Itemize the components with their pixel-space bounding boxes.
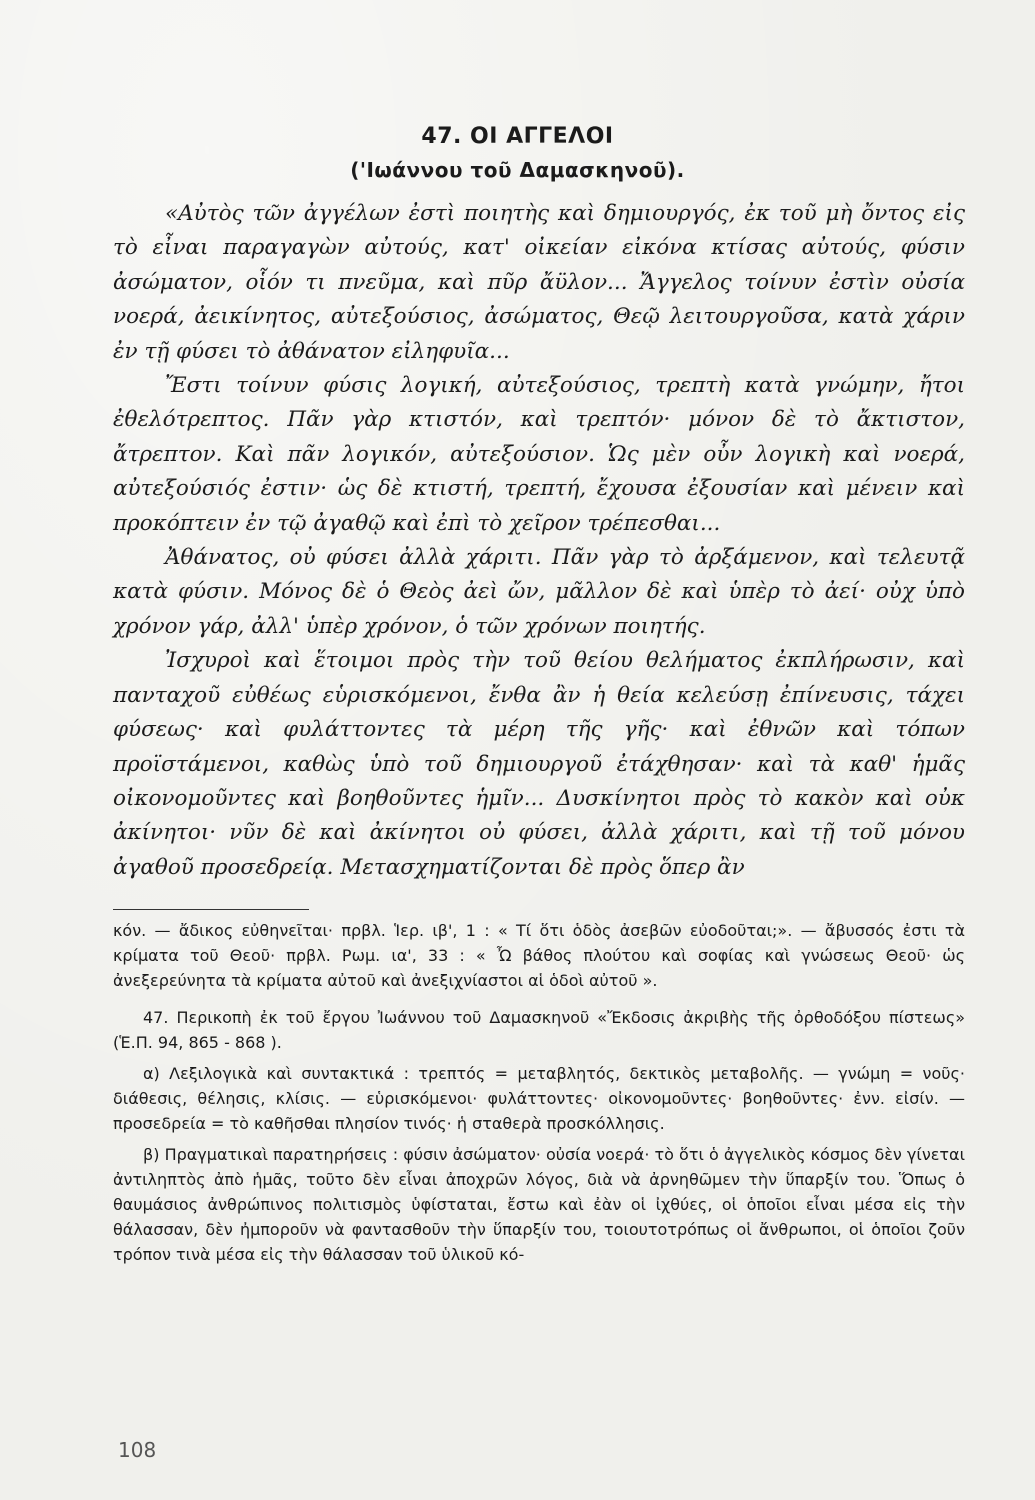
- main-text: [113, 197, 965, 885]
- page-number: 108: [118, 1438, 157, 1462]
- footnotes: [113, 918, 965, 1267]
- main-paragraph: Ἀθάνατος, οὐ φύσει ἀλλὰ χάριτι. Πᾶν γὰρ τὸ ἀρξάμενον, καὶ τελευτᾷ κατὰ φύσιν. Μόνος δὲ ὁ Θεὸς ἀεὶ ὤν, μᾶλλον δὲ καὶ ὑπὲρ τὸ ἀεί· οὐχ ὑπὸ χρόνον γάρ, ἀλλ' ὑπὲρ χρόνον, ὁ τῶν χρόνων ποιητής.: [113, 545, 965, 639]
- note-lexical: α) Λεξιλογικὰ καὶ συντακτικά : τρεπτός = μεταβλητός, δεκτικὸς μεταβολῆς. — γνώμη = νοῦς· διάθεσις, θέλησις, κλίσις. — εὑρισκόμενοι· φυλάττοντες· οἰκονομοῦντες· βοηθοῦντες· ἐνν. εἰσίν. — προσεδρεία = τὸ καθῆσθαι πλησίον τινός· ἡ σταθερὰ προσκόλλησις.: [113, 1064, 965, 1133]
- note-previous: κόν. — ἄδικος εὐθηνεῖται· πρβλ. Ἱερ. ιβ', 1 : « Τί ὅτι ὁδὸς ἀσεβῶν εὐοδοῦται;». — ἄβυσσός ἐστι τὰ κρίματα τοῦ Θεοῦ· πρβλ. Ρωμ. ια', 33 : « Ὦ βάθος πλούτου καὶ σοφίας καὶ γνώσεως Θεοῦ· ὡς ἀνεξερεύνητα τὰ κρίματα αὐτοῦ καὶ ἀνεξιχνίαστοι αἱ ὁδοὶ αὐτοῦ ».: [113, 921, 965, 990]
- note-factual: β) Πραγματικαὶ παρατηρήσεις : φύσιν ἀσώματον· οὐσία νοερά· τὸ ὅτι ὁ ἀγγελικὸς κόσμος δὲν γίνεται ἀντιληπτὸς ἀπὸ ἡμᾶς, τοῦτο δὲν εἶναι ἀποχρῶν λόγος, διὰ νὰ ἀρνηθῶμεν τὴν ὕπαρξίν του. Ὅπως ὁ θαυμάσιος ἀνθρώπινος πολιτισμὸς ὑφίσταται, ἔστω καὶ ἐὰν οἱ ἰχθύες, οἱ ὁποῖοι εἶναι μέσα εἰς τὴν θάλασσαν, δὲν ἠμποροῦν νὰ φαντασθοῦν τὴν ὕπαρξίν του, τοιουτοτρόπως οἱ ἄνθρωποι, οἱ ὁποῖοι ζοῦν τρόπον τινὰ μέσα εἰς τὴν θάλασσαν τοῦ ὑλικοῦ κό-: [113, 1145, 965, 1264]
- footnote-divider: [113, 909, 309, 910]
- chapter-subtitle: ('Ιωάννου τοῦ Δαμασκηνοῦ).: [350, 158, 685, 182]
- main-paragraph: Ἰσχυροὶ καὶ ἕτοιμοι πρὸς τὴν τοῦ θείου θελήματος ἐκπλήρωσιν, καὶ πανταχοῦ εὐθέως εὑρισκόμενοι, ἔνθα ἂν ἡ θεία κελεύσῃ ἐπίνευσις, τάχει φύσεως· καὶ φυλάττοντες τὰ μέρη τῆς γῆς· καὶ ἐθνῶν καὶ τόπων προϊστάμενοι, καθὼς ὑπὸ τοῦ δημιουργοῦ ἐτάχθησαν· καὶ τὰ καθ' ἡμᾶς οἰκονομοῦντες καὶ βοηθοῦντες ἡμῖν... Δυσκίνητοι πρὸς τὸ κακὸν καὶ οὐκ ἀκίνητοι· νῦν δὲ καὶ ἀκίνητοι οὐ φύσει, ἀλλὰ χάριτι, καὶ τῇ τοῦ μόνου ἀγαθοῦ προσεδρείᾳ. Μετασχηματίζονται δὲ πρὸς ὅπερ ἂν: [113, 648, 965, 880]
- chapter-title: 47. ΟΙ ΑΓΓΕΛΟΙ: [421, 124, 614, 149]
- main-paragraph: Ἔστι τοίνυν φύσις λογική, αὐτεξούσιος, τρεπτὴ κατὰ γνώμην, ἤτοι ἐθελότρεπτος. Πᾶν γὰρ κτιστόν, καὶ τρεπτόν· μόνον δὲ τὸ ἄκτιστον, ἄτρεπτον. Καὶ πᾶν λογικόν, αὐτεξούσιον. Ὡς μὲν οὖν λογικὴ καὶ νοερά, αὐτεξούσιός ἐστιν· ὡς δὲ κτιστή, τρεπτή, ἔχουσα ἐξουσίαν καὶ μένειν καὶ προκόπτειν ἐν τῷ ἀγαθῷ καὶ ἐπὶ τὸ χεῖρον τρέπεσθαι...: [113, 373, 965, 536]
- main-paragraph: «Αὐτὸς τῶν ἀγγέλων ἐστὶ ποιητὴς καὶ δημιουργός, ἐκ τοῦ μὴ ὄντος εἰς τὸ εἶναι παραγαγὼν αὐτούς, κατ' οἰκείαν εἰκόνα κτίσας αὐτούς, φύσιν ἀσώματον, οἷόν τι πνεῦμα, καὶ πῦρ ἄϋλον... Ἄγγελος τοίνυν ἐστὶν οὐσία νοερά, ἀεικίνητος, αὐτεξούσιος, ἀσώματος, Θεῷ λειτουργοῦσα, κατὰ χάριν ἐν τῇ φύσει τὸ ἀθάνατον εἰληφυῖα...: [113, 201, 965, 364]
- note-source: 47. Περικοπὴ ἐκ τοῦ ἔργου Ἰωάννου τοῦ Δαμασκηνοῦ «Ἔκδοσις ἀκριβὴς τῆς ὀρθοδόξου πίστεως» (Ἑ.Π. 94, 865 - 868 ).: [113, 1008, 965, 1052]
